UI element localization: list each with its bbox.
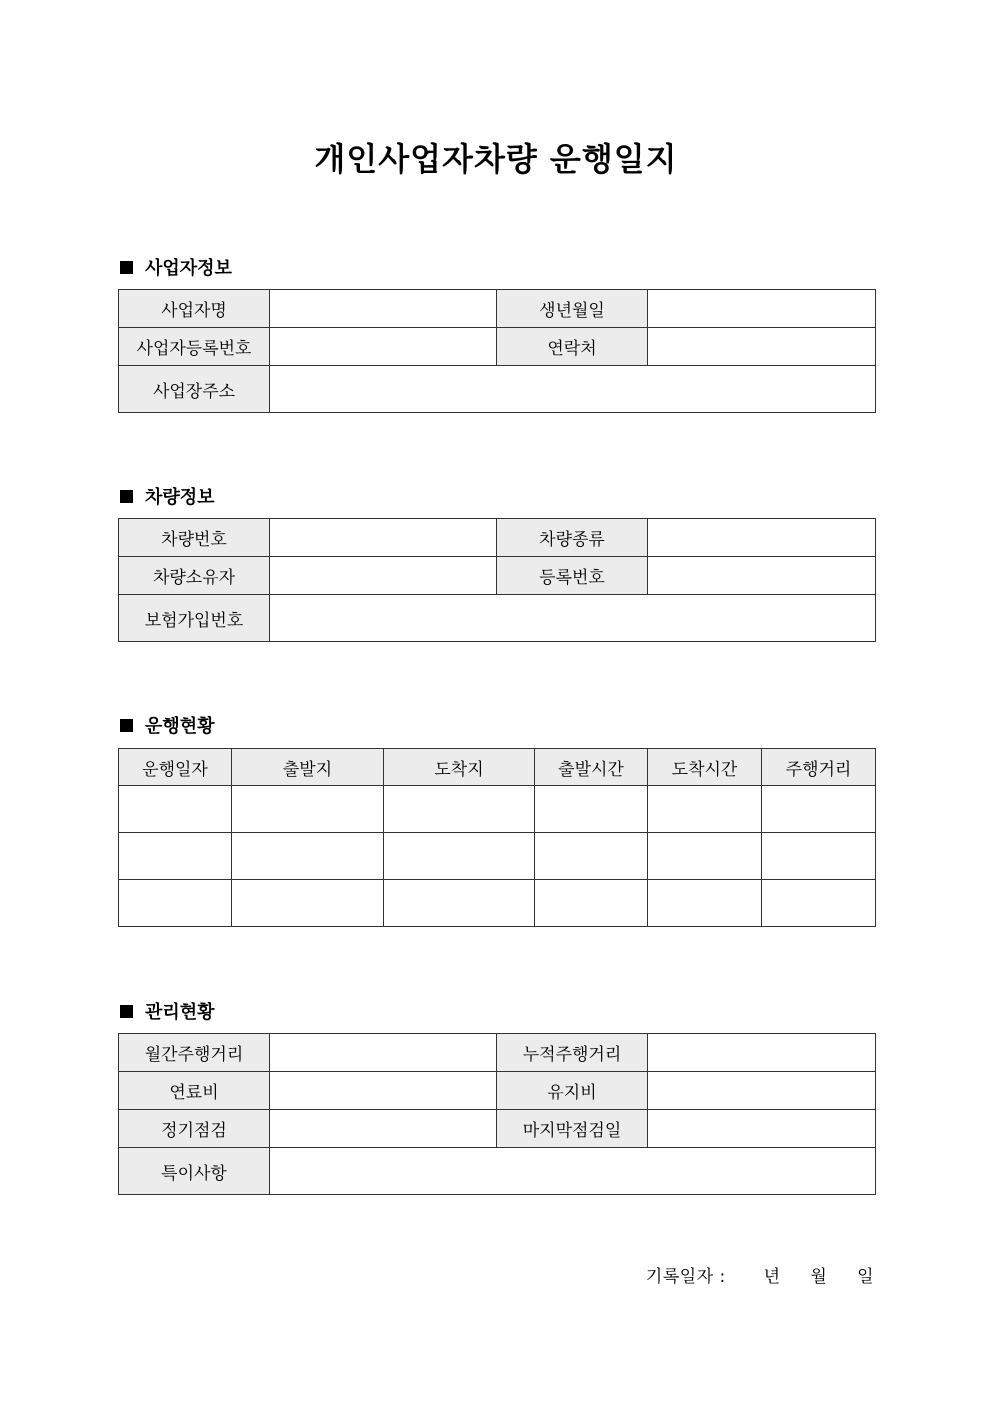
square-bullet-icon: [120, 719, 133, 732]
business-address-label: 사업장주소: [119, 366, 270, 413]
column-header: 운행일자: [119, 749, 232, 786]
vehicle-type-field[interactable]: [648, 519, 876, 557]
business-info-heading: [120, 254, 232, 280]
monthly-distance-label: 월간주행거리: [119, 1034, 270, 1072]
departure-cell[interactable]: [232, 880, 384, 927]
business-reg-no-label: 사업자등록번호: [119, 328, 270, 366]
plate-number-label: 차량번호: [119, 519, 270, 557]
management-status-heading: [120, 998, 215, 1024]
operation-log-table: [118, 748, 876, 927]
square-bullet-icon: [120, 1005, 133, 1018]
last-inspection-label: 마지막점검일: [497, 1110, 648, 1148]
year-label: 년: [763, 1267, 781, 1287]
operation-status-heading: [120, 712, 215, 738]
day-label: 일: [857, 1267, 874, 1287]
plate-number-field[interactable]: [270, 519, 497, 557]
square-bullet-icon: [120, 490, 133, 503]
management-status-heading-text: 관리현황: [145, 1002, 215, 1023]
maintenance-cost-field[interactable]: [648, 1072, 876, 1110]
monthly-distance-field[interactable]: [270, 1034, 497, 1072]
distance-cell[interactable]: [762, 833, 876, 880]
fuel-cost-field[interactable]: [270, 1072, 497, 1110]
departure-cell[interactable]: [232, 833, 384, 880]
vehicle-owner-field[interactable]: [270, 557, 497, 595]
fuel-cost-label: 연료비: [119, 1072, 270, 1110]
business-name-label: 사업자명: [119, 290, 270, 328]
business-name-field[interactable]: [270, 290, 497, 328]
square-bullet-icon: [120, 261, 133, 274]
operation-date-cell[interactable]: [119, 880, 232, 927]
regular-inspection-label: 정기점검: [119, 1110, 270, 1148]
total-distance-label: 누적주행거리: [497, 1034, 648, 1072]
column-header: 주행거리: [762, 749, 876, 786]
vehicle-info-heading: [120, 483, 215, 509]
month-label: 월: [810, 1267, 828, 1287]
distance-cell[interactable]: [762, 880, 876, 927]
last-inspection-field[interactable]: [648, 1110, 876, 1148]
column-header: 도착지: [384, 749, 535, 786]
operation-date-cell[interactable]: [119, 833, 232, 880]
table-row: [119, 880, 876, 927]
business-address-field[interactable]: [270, 366, 876, 413]
business-reg-no-field[interactable]: [270, 328, 497, 366]
remarks-label: 특이사항: [119, 1148, 270, 1195]
contact-label: 연락처: [497, 328, 648, 366]
arrival-cell[interactable]: [384, 833, 535, 880]
birth-date-field[interactable]: [648, 290, 876, 328]
arrival-cell[interactable]: [384, 786, 535, 833]
insurance-number-field[interactable]: [270, 595, 876, 642]
vehicle-info-heading-text: 차량정보: [145, 487, 215, 508]
total-distance-field[interactable]: [648, 1034, 876, 1072]
remarks-field[interactable]: [270, 1148, 876, 1195]
departure-time-cell[interactable]: [535, 880, 648, 927]
record-date: [646, 1262, 874, 1287]
arrival-time-cell[interactable]: [648, 786, 762, 833]
registration-number-field[interactable]: [648, 557, 876, 595]
arrival-time-cell[interactable]: [648, 833, 762, 880]
vehicle-type-label: 차량종류: [497, 519, 648, 557]
departure-time-cell[interactable]: [535, 833, 648, 880]
business-info-table: [118, 289, 876, 413]
arrival-time-cell[interactable]: [648, 880, 762, 927]
column-header: 출발시간: [535, 749, 648, 786]
vehicle-owner-label: 차량소유자: [119, 557, 270, 595]
insurance-number-label: 보험가입번호: [119, 595, 270, 642]
maintenance-cost-label: 유지비: [497, 1072, 648, 1110]
table-row: [119, 833, 876, 880]
departure-cell[interactable]: [232, 786, 384, 833]
regular-inspection-field[interactable]: [270, 1110, 497, 1148]
vehicle-info-table: [118, 518, 876, 642]
operation-status-heading-text: 운행현황: [145, 716, 215, 737]
table-row: [119, 786, 876, 833]
birth-date-label: 생년월일: [497, 290, 648, 328]
column-header: 출발지: [232, 749, 384, 786]
management-status-table: [118, 1033, 876, 1195]
operation-date-cell[interactable]: [119, 786, 232, 833]
contact-field[interactable]: [648, 328, 876, 366]
page-title: 개인사업자차량 운행일지: [314, 140, 678, 178]
departure-time-cell[interactable]: [535, 786, 648, 833]
business-info-heading-text: 사업자정보: [145, 258, 232, 279]
distance-cell[interactable]: [762, 786, 876, 833]
column-header: 도착시간: [648, 749, 762, 786]
record-date-label: 기록일자 :: [645, 1267, 726, 1287]
registration-number-label: 등록번호: [497, 557, 648, 595]
arrival-cell[interactable]: [384, 880, 535, 927]
